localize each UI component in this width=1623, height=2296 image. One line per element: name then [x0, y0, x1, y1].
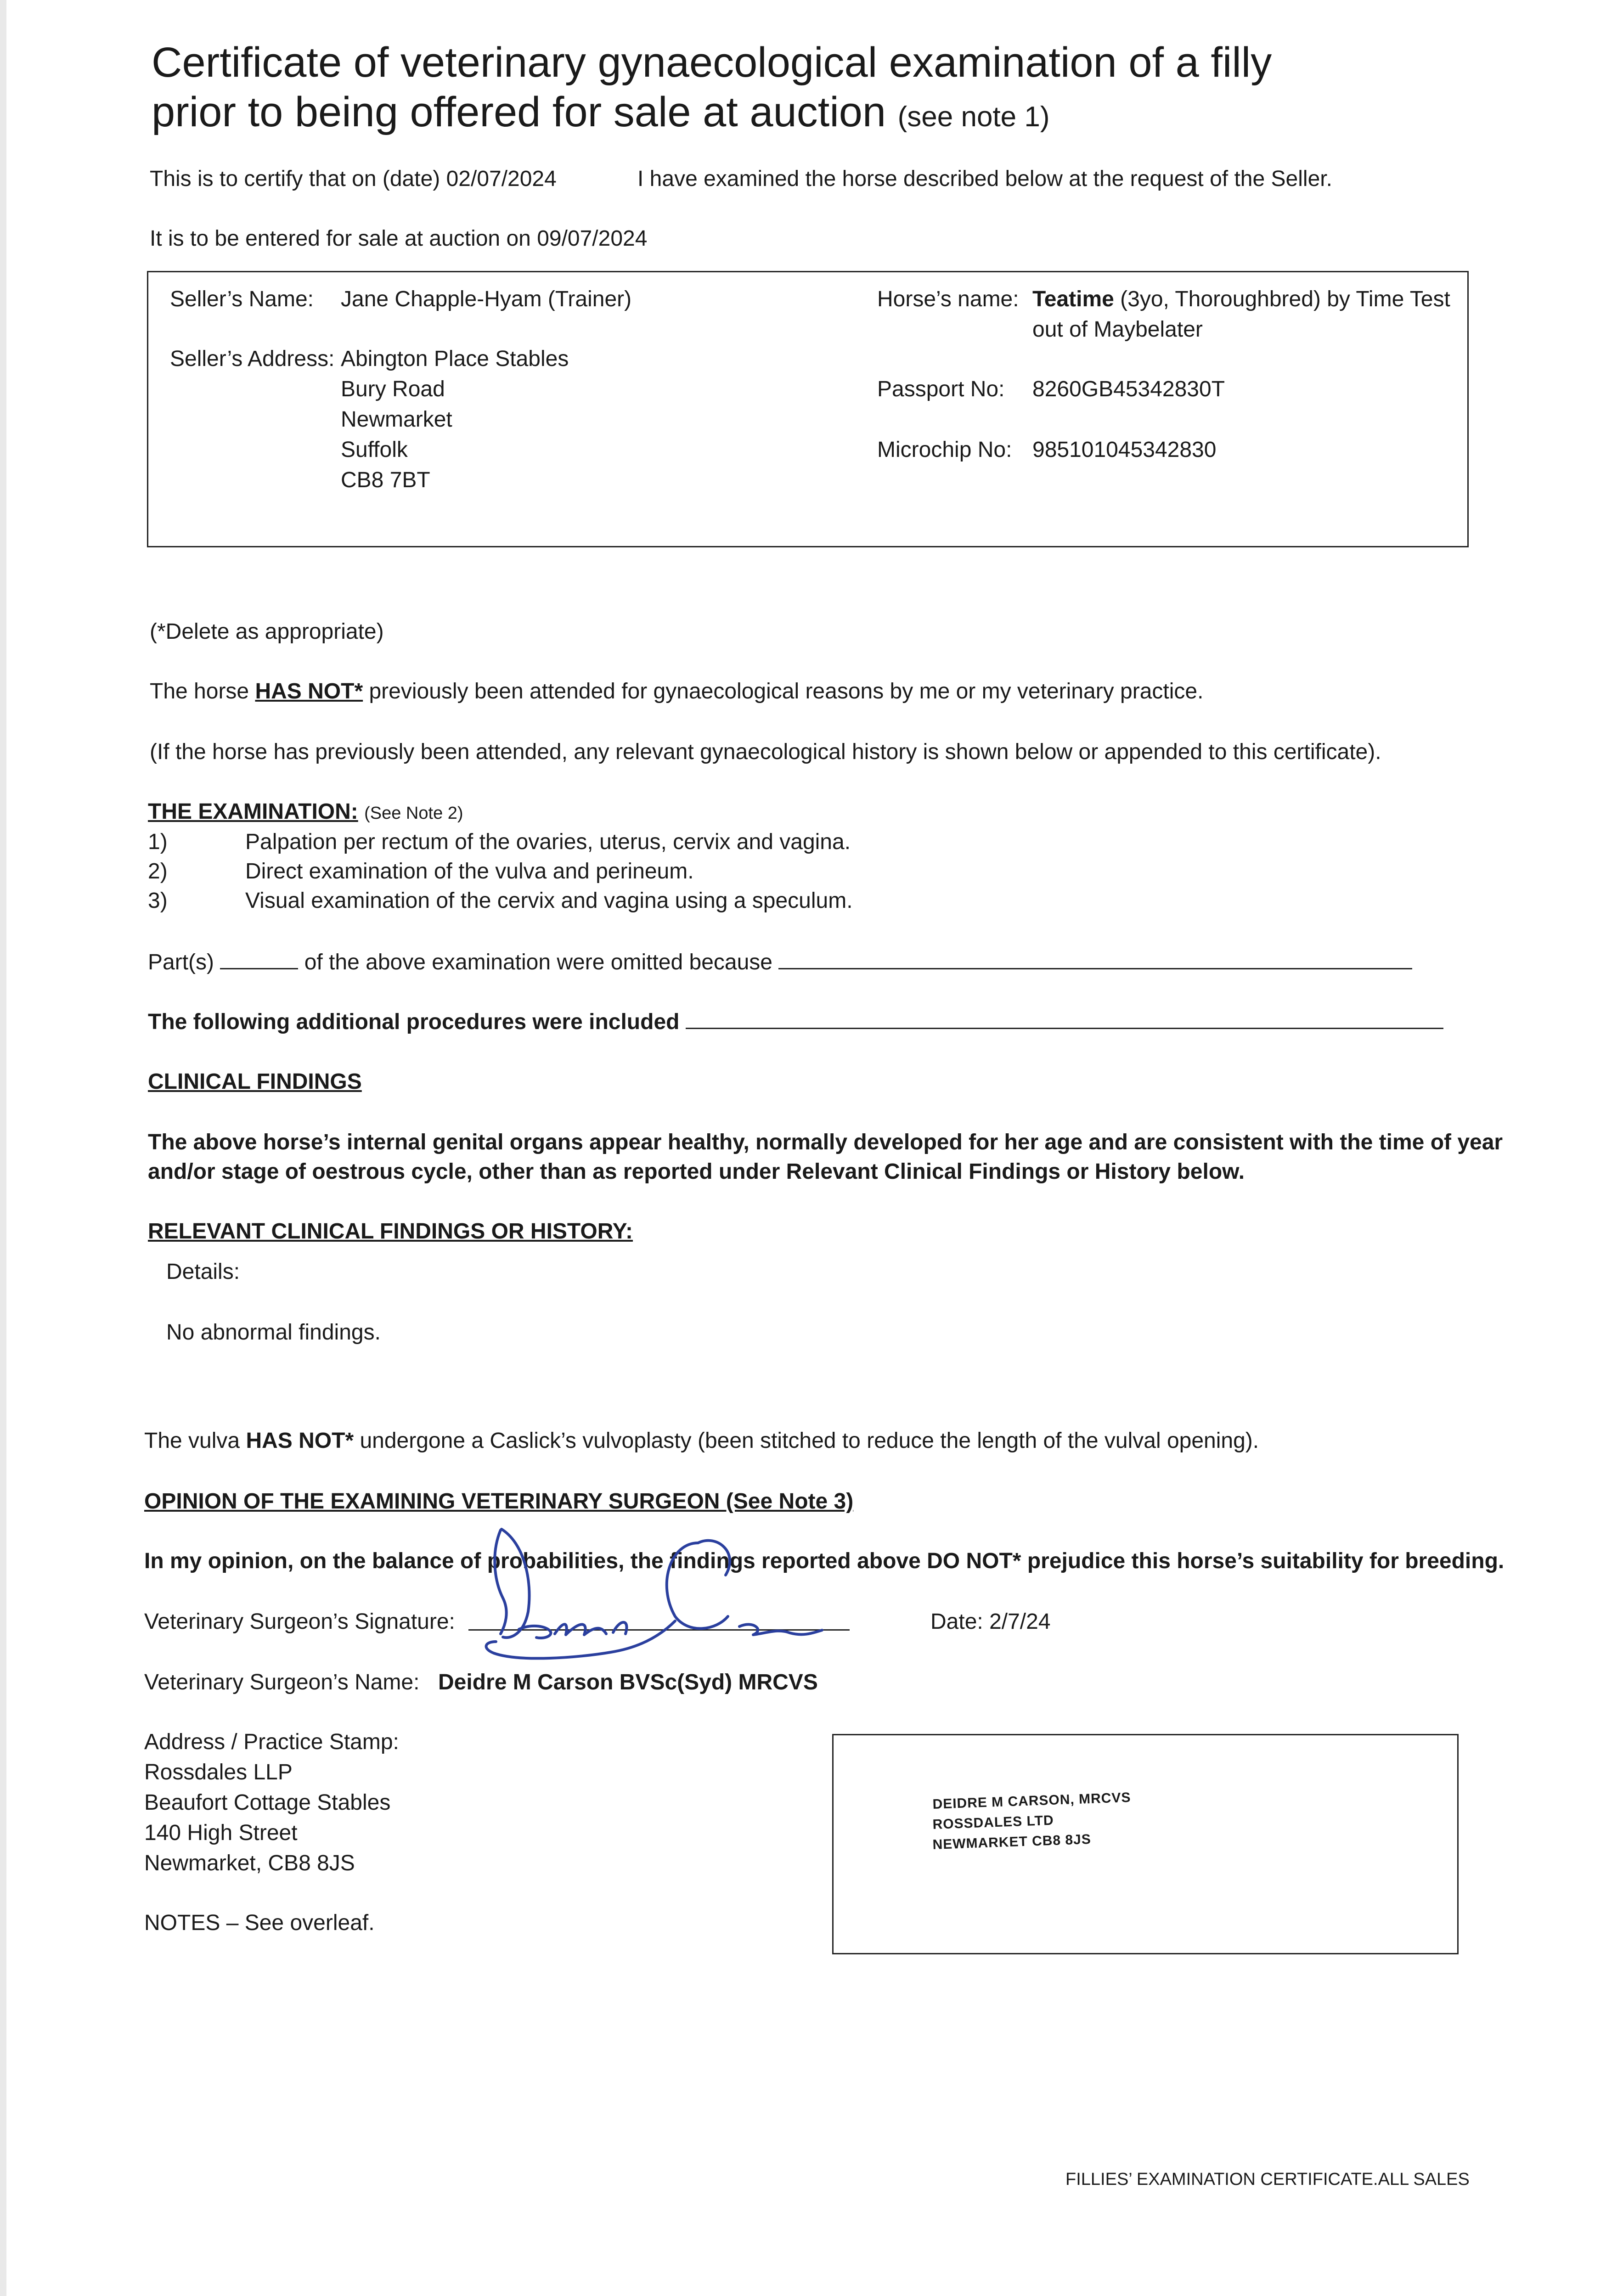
microchip-label: Microchip No:: [877, 438, 1012, 462]
vulva-has-not: HAS NOT*: [246, 1429, 354, 1453]
seller-name-value: Jane Chapple-Hyam (Trainer): [341, 287, 632, 311]
horse-name-label: Horse’s name:: [877, 287, 1019, 311]
clinical-findings-line-2: and/or stage of oestrous cycle, other than as reported under Relevant Clinical Findings or History below.: [148, 1159, 1245, 1184]
opinion-heading: OPINION OF THE EXAMINING VETERINARY SURGEON (See Note 3): [144, 1489, 854, 1514]
footer-text: FILLIES’ EXAMINATION CERTIFICATE.ALL SALES: [1065, 2170, 1470, 2189]
examination-heading: [148, 798, 463, 827]
title-line-2: [152, 87, 1050, 142]
examination-heading-note: (See Note 2): [364, 804, 463, 823]
stamp-line-2: ROSSDALES LTD: [932, 1812, 1054, 1832]
surgeon-name-label: Veterinary Surgeon’s Name:: [144, 1670, 420, 1694]
notes-overleaf: NOTES – See overleaf.: [144, 1911, 375, 1935]
stamp-line-1: DEIDRE M CARSON, MRCVS: [932, 1790, 1131, 1812]
vulva-statement: [144, 1427, 1259, 1455]
clinical-findings-heading: CLINICAL FINDINGS: [148, 1069, 362, 1094]
seller-name-label: Seller’s Name:: [170, 287, 314, 311]
title-line-1: Certificate of veterinary gynaecological examination of a filly: [152, 39, 1272, 86]
scan-edge: [0, 0, 6, 2296]
attended-statement: [150, 678, 1203, 705]
relevant-findings-heading: RELEVANT CLINICAL FINDINGS OR HISTORY:: [148, 1219, 633, 1244]
vulva-pre: The vulva: [144, 1429, 246, 1453]
exam-item-1-num: 1): [148, 830, 168, 854]
horse-name-rest: (3yo, Thoroughbred) by Time Test: [1114, 287, 1450, 311]
vulva-post: undergone a Caslick’s vulvoplasty (been stitched to reduce the length of the vulval opening).: [354, 1429, 1259, 1453]
omitted-parts-blank: [220, 948, 298, 969]
certify-date-line: This is to certify that on (date) 02/07/2024: [150, 167, 557, 191]
opinion-text: In my opinion, on the balance of probabilities, the findings reported above DO NOT* prejudice this horse’s suitability for breeding.: [144, 1549, 1505, 1573]
additional-procedures-blank: [686, 1007, 1443, 1029]
additional-procedures-line: [148, 1007, 1443, 1036]
examined-line: I have examined the horse described below at the request of the Seller.: [637, 167, 1332, 191]
attended-pre: The horse: [150, 679, 255, 703]
practice-line-1: Rossdales LLP: [144, 1760, 293, 1784]
handwritten-signature: [459, 1525, 873, 1671]
exam-item-2-text: Direct examination of the vulva and perineum.: [245, 859, 694, 884]
omitted-pre: Part(s): [148, 950, 214, 974]
exam-item-2-num: 2): [148, 859, 168, 884]
examination-heading-text: THE EXAMINATION:: [148, 799, 358, 824]
horse-name-bold: Teatime: [1032, 287, 1114, 311]
practice-line-2: Beaufort Cottage Stables: [144, 1790, 391, 1815]
auction-date-line: It is to be entered for sale at auction on 09/07/2024: [150, 226, 648, 251]
history-note: (If the horse has previously been attended, any relevant gynaecological history is shown below or appended to this certificate).: [150, 740, 1381, 764]
attended-has-not: HAS NOT*: [255, 679, 363, 703]
exam-item-1-text: Palpation per rectum of the ovaries, uterus, cervix and vagina.: [245, 830, 851, 854]
horse-name-line-2: out of Maybelater: [1032, 317, 1203, 342]
additional-procedures-label: The following additional procedures were included: [148, 1010, 680, 1034]
horse-name-value: [1032, 286, 1450, 313]
practice-stamp-box: [832, 1734, 1459, 1954]
stamp-line-3: NEWMARKET CB8 8JS: [932, 1831, 1092, 1852]
exam-item-3-num: 3): [148, 889, 168, 913]
surgeon-name-value: Deidre M Carson BVSc(Syd) MRCVS: [438, 1670, 818, 1694]
practice-label: Address / Practice Stamp:: [144, 1730, 399, 1754]
details-label: Details:: [166, 1260, 240, 1284]
seller-address-label: Seller’s Address:: [170, 347, 335, 371]
omitted-reason-blank: [778, 948, 1412, 969]
microchip-value: 985101045342830: [1032, 438, 1217, 462]
passport-value: 8260GB45342830T: [1032, 377, 1225, 401]
title-note: (see note 1): [897, 101, 1050, 133]
clinical-findings-line-1: The above horse’s internal genital organs appear healthy, normally developed for her age and are consistent with the time of year: [148, 1130, 1503, 1154]
omitted-post: of the above examination were omitted because: [304, 950, 772, 974]
practice-line-4: Newmarket, CB8 8JS: [144, 1851, 355, 1875]
signature-label: Veterinary Surgeon’s Signature:: [144, 1609, 455, 1634]
seller-address-line-1: Abington Place Stables: [341, 347, 569, 371]
seller-address-line-5: CB8 7BT: [341, 468, 430, 492]
details-value: No abnormal findings.: [166, 1320, 381, 1345]
omitted-line: [148, 948, 1412, 976]
title-line-2-text: prior to being offered for sale at auction: [152, 89, 886, 135]
signature-date: Date: 2/7/24: [930, 1609, 1051, 1634]
seller-address-line-4: Suffolk: [341, 438, 408, 462]
passport-label: Passport No:: [877, 377, 1005, 401]
seller-address-line-3: Newmarket: [341, 407, 452, 432]
attended-post: previously been attended for gynaecological reasons by me or my veterinary practice.: [363, 679, 1204, 703]
exam-item-3-text: Visual examination of the cervix and vagina using a speculum.: [245, 889, 853, 913]
seller-address-line-2: Bury Road: [341, 377, 445, 401]
practice-line-3: 140 High Street: [144, 1821, 298, 1845]
delete-note: (*Delete as appropriate): [150, 619, 384, 644]
